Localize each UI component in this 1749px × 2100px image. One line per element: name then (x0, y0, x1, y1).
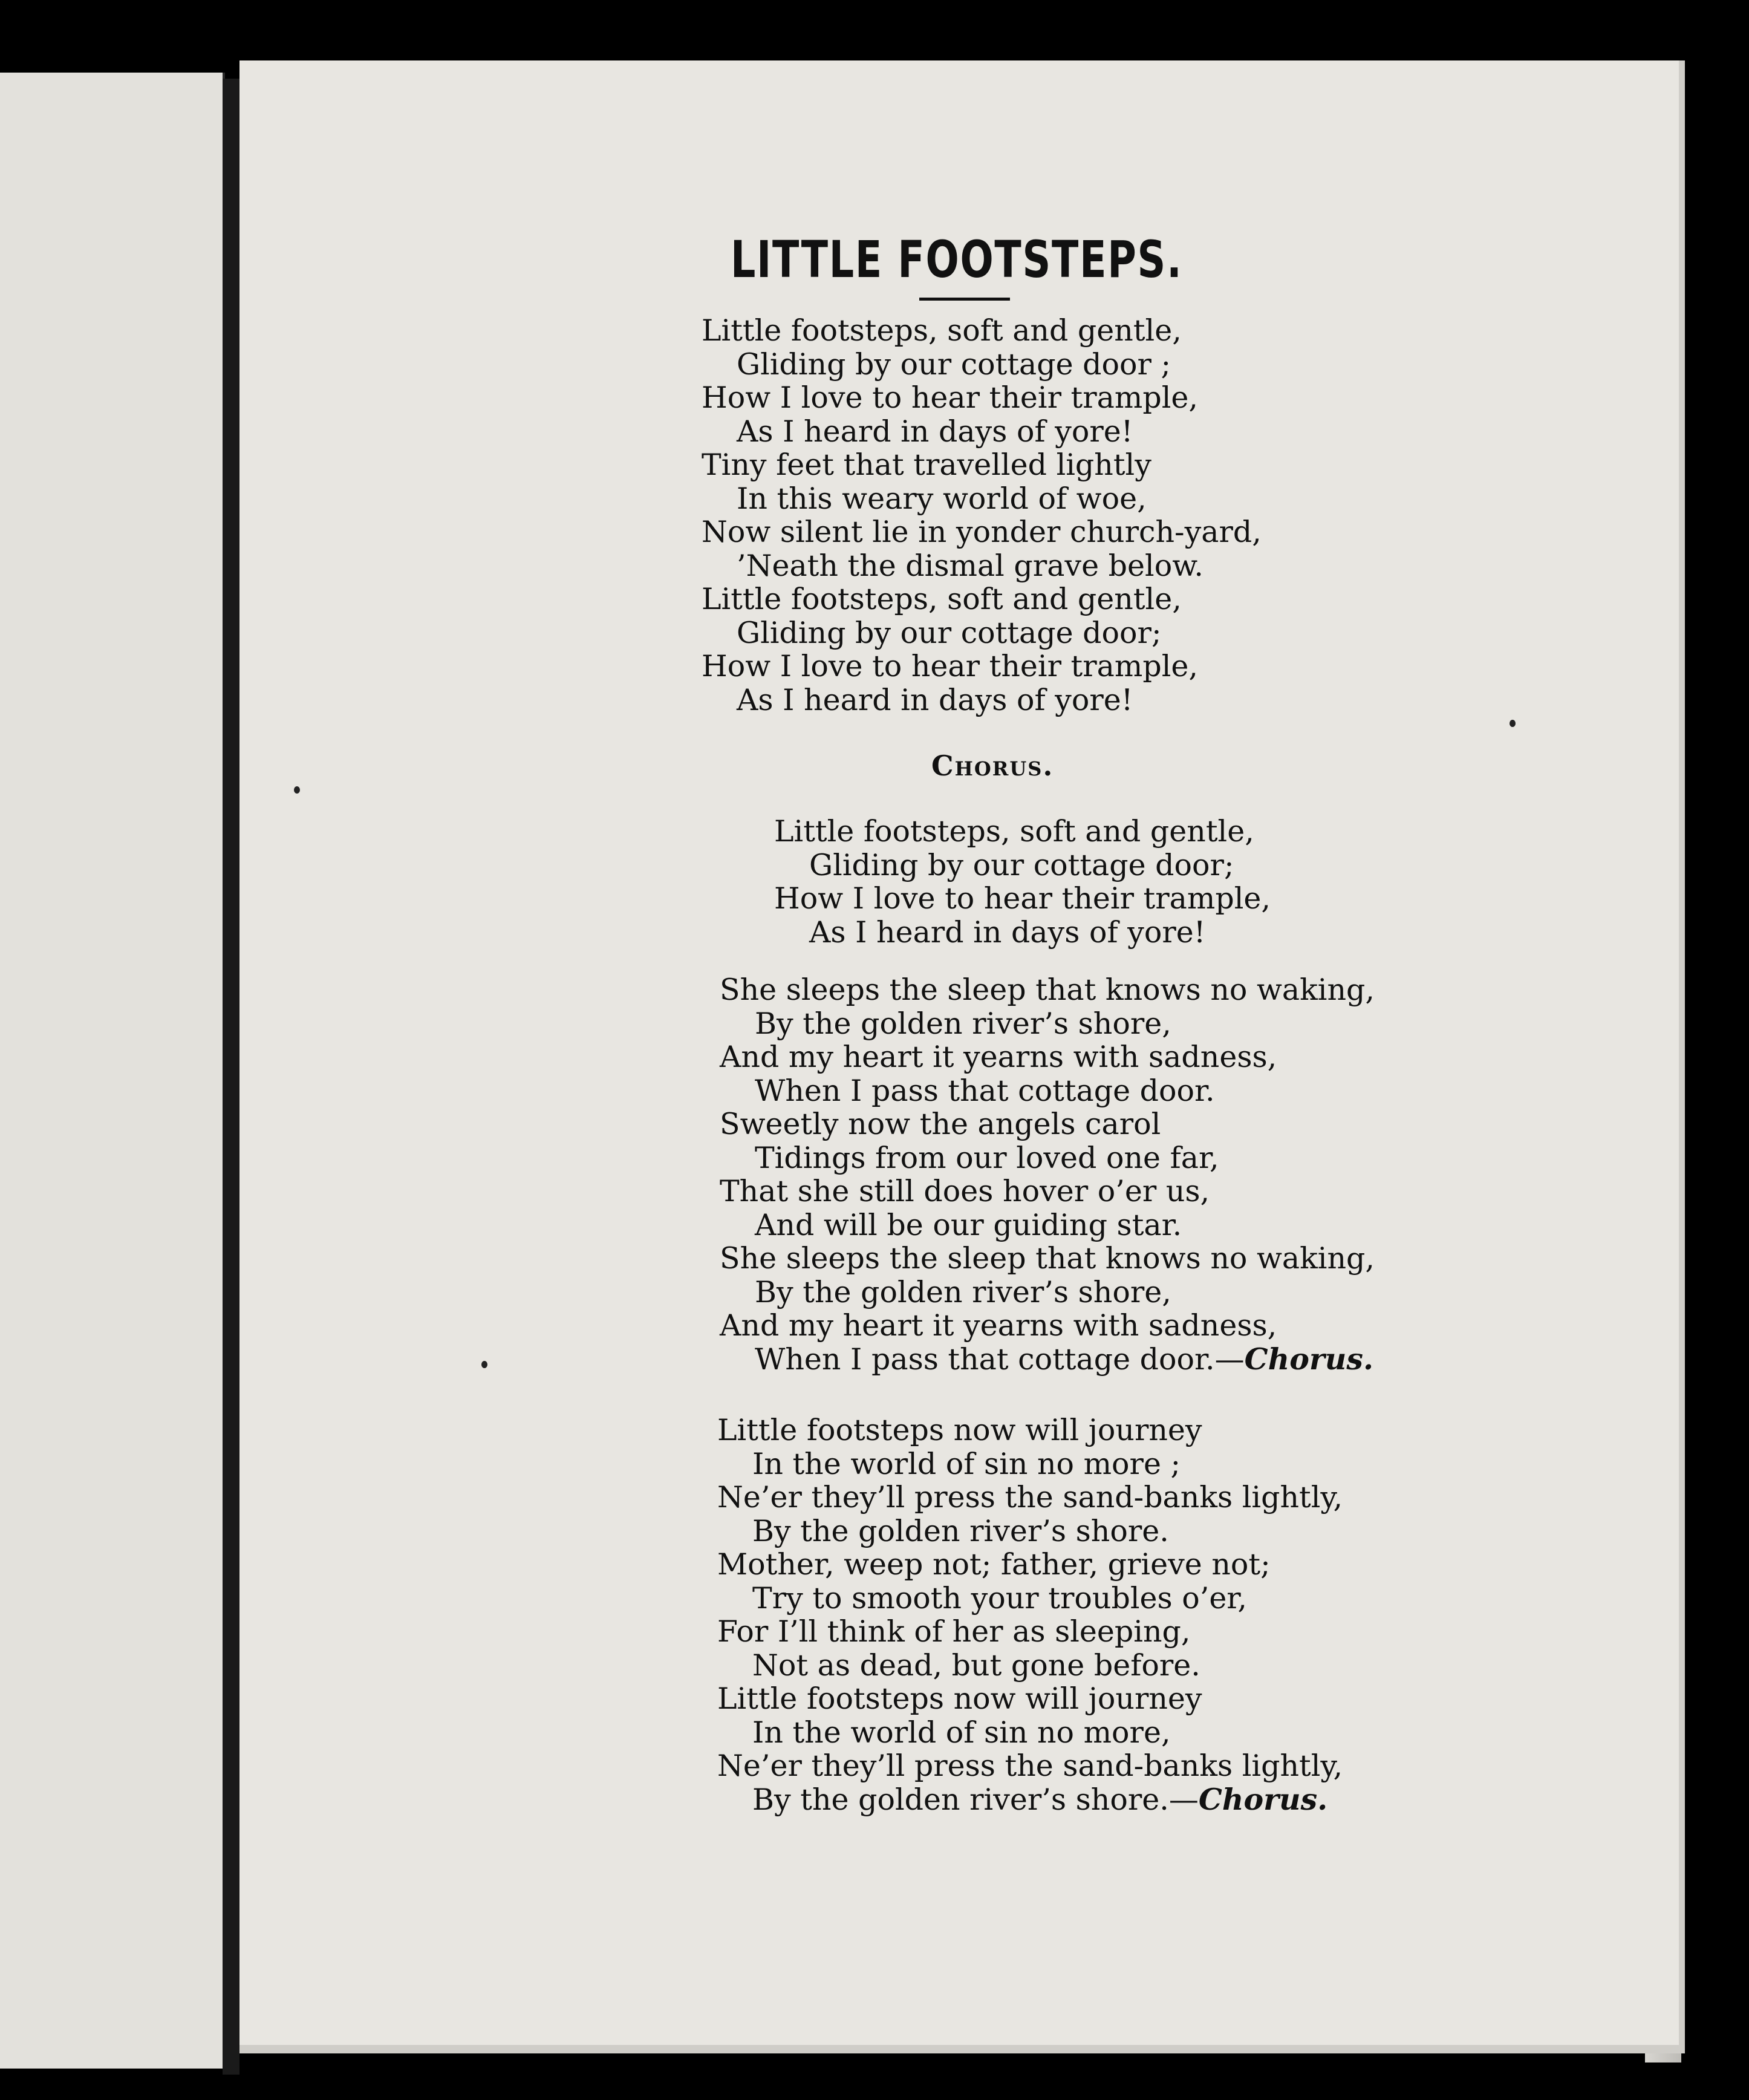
verse-line-last (720, 1343, 1427, 1377)
verse-line: She sleeps the sleep that knows no waking, (720, 1241, 1375, 1276)
stanza-3 (717, 1414, 1427, 1816)
verse-line: ’Neath the dismal grave below. (737, 548, 1203, 583)
book-gutter (223, 79, 239, 2075)
chorus-reference: Chorus. (1198, 1781, 1328, 1817)
verse-line: By the golden river’s shore. (752, 1513, 1169, 1548)
ink-speck (1510, 720, 1516, 727)
verse-line: For I’ll think of her as sleeping, (717, 1614, 1191, 1649)
verse-line: And will be our guiding star. (755, 1207, 1182, 1242)
verse-line: By the golden river’s shore, (755, 1274, 1171, 1309)
verse-line: She sleeps the sleep that knows no waking, (720, 973, 1375, 1007)
chorus-heading: Chorus. (931, 749, 1054, 782)
verse-line: In the world of sin no more ; (752, 1446, 1181, 1481)
verse-line: Tiny feet that travelled lightly (702, 448, 1151, 482)
verse-line-last (717, 1783, 1427, 1817)
verse-line: How I love to hear their trample, (702, 649, 1198, 683)
verse-line: Now silent lie in yonder church-yard, (702, 515, 1262, 549)
verse-line: When I pass that cottage door. (755, 1073, 1215, 1108)
verse-line: Not as dead, but gone before. (752, 1648, 1200, 1683)
verse-line: Ne’er they’ll press the sand-banks lightly, (717, 1480, 1343, 1515)
chorus-reference: Chorus. (1244, 1341, 1374, 1377)
verse-line: Little footsteps, soft and gentle, (702, 313, 1182, 348)
verse-line: Sweetly now the angels carol (720, 1107, 1161, 1141)
verse-text: When I pass that cottage door.— (755, 1342, 1245, 1377)
verse-line: Little footsteps now will journey (717, 1413, 1202, 1447)
title-rule (919, 298, 1010, 301)
verse-line: Little footsteps, soft and gentle, (702, 582, 1182, 616)
verse-line: By the golden river’s shore, (755, 1006, 1171, 1041)
verse-line: Little footsteps now will journey (717, 1681, 1202, 1716)
verse-line: Gliding by our cottage door; (809, 847, 1234, 882)
previous-page (0, 73, 225, 2069)
stanza-2 (720, 973, 1427, 1376)
verse-line: And my heart it yearns with sadness, (720, 1308, 1277, 1343)
chorus-stanza (774, 815, 1427, 949)
verse-line: And my heart it yearns with sadness, (720, 1040, 1277, 1074)
verse-line: Gliding by our cottage door; (737, 615, 1162, 650)
verse-line: Ne’er they’ll press the sand-banks lightly, (717, 1749, 1343, 1783)
verse-line: That she still does hover o’er us, (720, 1174, 1210, 1208)
stanza-gap (702, 1376, 1427, 1414)
verse-line: How I love to hear their trample, (774, 881, 1271, 916)
verse-line: Try to smooth your troubles o’er, (752, 1580, 1247, 1616)
verse-line: Gliding by our cottage door ; (737, 347, 1171, 382)
verse-text: By the golden river’s shore.— (752, 1782, 1199, 1817)
ink-speck (294, 786, 300, 794)
ink-speck (481, 1361, 487, 1368)
song-title: LITTLE FOOTSTEPS. (731, 230, 1183, 289)
verse-line: As I heard in days of yore! (737, 414, 1133, 449)
verse-line: Little footsteps, soft and gentle, (774, 814, 1254, 849)
verse-line: Tidings from our loved one far, (755, 1140, 1219, 1175)
verse-line: How I love to hear their trample, (702, 380, 1198, 415)
stanza-1 (702, 314, 1427, 717)
verse-line: In the world of sin no more, (752, 1715, 1171, 1750)
verse-line: As I heard in days of yore! (737, 682, 1133, 717)
poem (702, 230, 1427, 1816)
verse-line: As I heard in days of yore! (809, 915, 1206, 950)
verse-line: Mother, weep not; father, grieve not; (717, 1547, 1271, 1582)
stanza-gap (702, 949, 1427, 973)
verse-line: In this weary world of woe, (737, 481, 1147, 516)
